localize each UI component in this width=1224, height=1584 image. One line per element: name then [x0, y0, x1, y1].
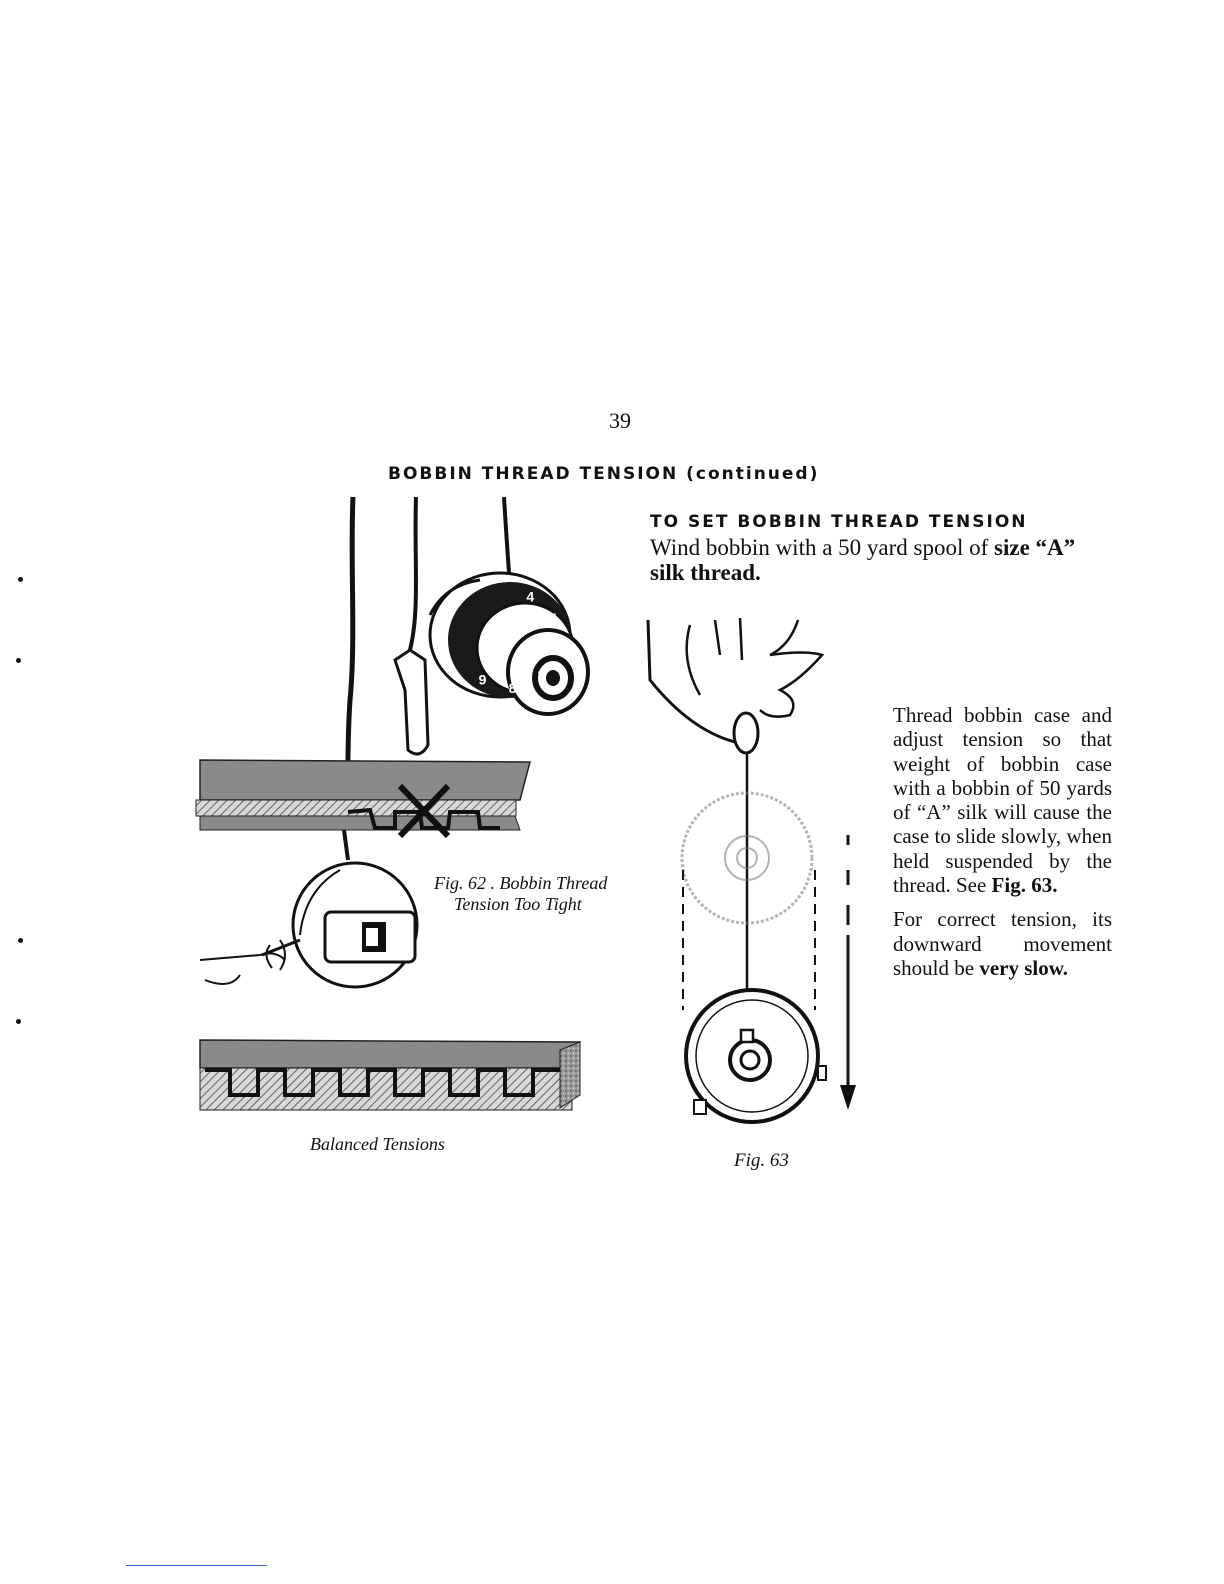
dial-number: 9	[478, 671, 487, 688]
fig62-caption-line2: Tension Too Tight	[454, 894, 582, 914]
hand-drawing	[648, 618, 822, 753]
dial-number: 8	[508, 679, 517, 696]
downward-arrow	[840, 835, 856, 1110]
bobbin-lower-drawing	[686, 990, 826, 1122]
intro-bold-size: size “A”	[994, 535, 1076, 560]
footnote-rule	[126, 1565, 267, 1566]
dial-number: 4	[526, 588, 535, 605]
instruction-text-2: For correct tension, its downward movement should be	[893, 907, 1112, 980]
intro-text-part: Wind bobbin with a 50 yard spool of	[650, 535, 995, 560]
fig63-caption: Fig. 63	[734, 1150, 789, 1171]
instruction-text-1: Thread bobbin case and adjust tension so that weight of bobbin case with a bobbin of 50 yards of “A” silk will cause the case to slide slowly, when held suspended by the thread. See	[893, 703, 1112, 898]
margin-dot	[16, 1019, 21, 1024]
fig63-reference: Fig. 63.	[991, 873, 1058, 898]
fig62-caption	[434, 873, 607, 915]
dial-number: 6	[553, 641, 561, 658]
very-slow-emphasis: very slow.	[979, 955, 1068, 980]
dial-number: 5	[548, 610, 557, 627]
subheading: TO SET BOBBIN THREAD TENSION	[650, 512, 1028, 532]
balanced-tensions-caption: Balanced Tensions	[310, 1134, 445, 1154]
section-heading: BOBBIN THREAD TENSION (continued)	[388, 464, 820, 484]
dial-number: 7	[537, 668, 546, 685]
margin-dot	[16, 658, 21, 663]
margin-dot	[18, 938, 23, 943]
page-number: 39	[609, 408, 631, 433]
margin-dot	[18, 577, 23, 582]
fig62-caption-line1: Fig. 62 . Bobbin Thread	[434, 873, 608, 893]
intro-bold-silk: silk thread.	[650, 560, 761, 585]
